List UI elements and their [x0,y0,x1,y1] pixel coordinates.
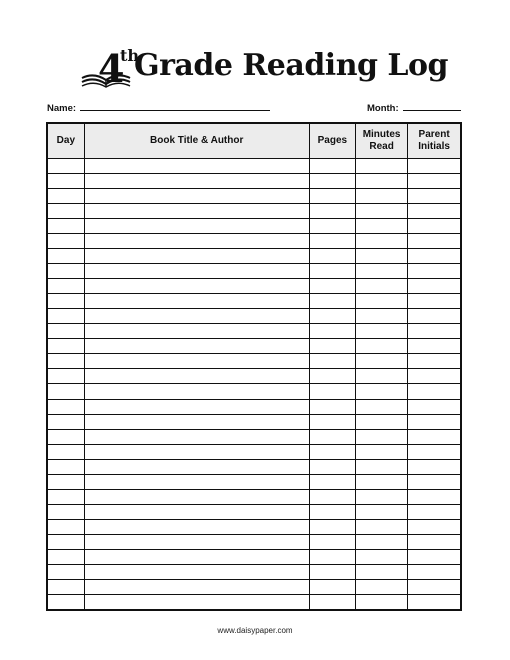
parent-initials-cell[interactable] [408,564,461,579]
book-cell[interactable] [84,324,309,339]
minutes-cell[interactable] [355,579,407,594]
month-field[interactable] [367,100,461,114]
day-cell[interactable] [47,414,84,429]
parent-initials-cell[interactable] [408,444,461,459]
month-line[interactable] [403,100,461,111]
book-cell[interactable] [84,339,309,354]
book-cell[interactable] [84,219,309,234]
day-cell[interactable] [47,279,84,294]
parent-initials-cell[interactable] [408,369,461,384]
day-cell[interactable] [47,384,84,399]
day-cell[interactable] [47,309,84,324]
pages-cell[interactable] [309,594,355,610]
day-cell[interactable] [47,339,84,354]
pages-cell[interactable] [309,294,355,309]
book-cell[interactable] [84,174,309,189]
day-cell[interactable] [47,489,84,504]
book-cell[interactable] [84,429,309,444]
book-cell[interactable] [84,234,309,249]
minutes-cell[interactable] [355,369,407,384]
book-cell[interactable] [84,309,309,324]
day-cell[interactable] [47,534,84,549]
header-day: Day [47,123,84,159]
parent-initials-cell[interactable] [408,474,461,489]
name-line[interactable] [80,100,270,111]
table-row [47,414,461,429]
parent-initials-cell[interactable] [408,174,461,189]
day-cell[interactable] [47,249,84,264]
pages-cell[interactable] [309,219,355,234]
table-row [47,549,461,564]
book-cell[interactable] [84,369,309,384]
table-row [47,459,461,474]
book-cell[interactable] [84,564,309,579]
book-cell[interactable] [84,399,309,414]
day-cell[interactable] [47,174,84,189]
footer-url: www.daisypaper.com [217,626,293,635]
pages-cell[interactable] [309,384,355,399]
minutes-cell[interactable] [355,294,407,309]
parent-initials-cell[interactable] [408,159,461,174]
header-parent-line2: Initials [418,141,450,152]
table-row [47,279,461,294]
parent-initials-cell[interactable] [408,504,461,519]
parent-initials-cell[interactable] [408,309,461,324]
pages-cell[interactable] [309,369,355,384]
pages-cell[interactable] [309,399,355,414]
pages-cell[interactable] [309,159,355,174]
table-row [47,159,461,174]
header-book-title-author: Book Title & Author [84,123,309,159]
minutes-cell[interactable] [355,444,407,459]
table-row [47,264,461,279]
header-minutes-line1: Minutes [362,129,401,140]
book-cell[interactable] [84,204,309,219]
name-field[interactable] [47,100,270,114]
parent-initials-cell[interactable] [408,219,461,234]
pages-cell[interactable] [309,549,355,564]
pages-cell[interactable] [309,204,355,219]
book-cell[interactable] [84,249,309,264]
table-row [47,429,461,444]
minutes-cell[interactable] [355,519,407,534]
book-cell[interactable] [84,294,309,309]
minutes-cell[interactable] [355,489,407,504]
minutes-cell[interactable] [355,429,407,444]
minutes-cell[interactable] [355,384,407,399]
pages-cell[interactable] [309,249,355,264]
book-cell[interactable] [84,534,309,549]
pages-cell[interactable] [309,414,355,429]
minutes-cell[interactable] [355,504,407,519]
minutes-cell[interactable] [355,264,407,279]
pages-cell[interactable] [309,489,355,504]
day-cell[interactable] [47,234,84,249]
minutes-cell[interactable] [355,354,407,369]
pages-cell[interactable] [309,534,355,549]
minutes-cell[interactable] [355,189,407,204]
table-row [47,579,461,594]
book-cell[interactable] [84,189,309,204]
minutes-cell[interactable] [355,339,407,354]
pages-cell[interactable] [309,189,355,204]
pages-cell[interactable] [309,579,355,594]
pages-cell[interactable] [309,354,355,369]
day-cell[interactable] [47,219,84,234]
minutes-cell[interactable] [355,459,407,474]
pages-cell[interactable] [309,564,355,579]
parent-initials-cell[interactable] [408,294,461,309]
parent-initials-cell[interactable] [408,384,461,399]
parent-initials-cell[interactable] [408,429,461,444]
day-cell[interactable] [47,399,84,414]
day-cell[interactable] [47,354,84,369]
table-row [47,369,461,384]
parent-initials-cell[interactable] [408,339,461,354]
parent-initials-cell[interactable] [408,354,461,369]
day-cell[interactable] [47,504,84,519]
header-minutes-line2: Read [369,141,394,152]
parent-initials-cell[interactable] [408,549,461,564]
table-row [47,204,461,219]
book-cell[interactable] [84,594,309,610]
parent-initials-cell[interactable] [408,189,461,204]
table-row [47,594,461,610]
book-cell[interactable] [84,459,309,474]
book-cell[interactable] [84,414,309,429]
minutes-cell[interactable] [355,249,407,264]
book-cell[interactable] [84,279,309,294]
table-row [47,399,461,414]
parent-initials-cell[interactable] [408,489,461,504]
day-cell[interactable] [47,594,84,610]
minutes-cell[interactable] [355,234,407,249]
book-cell[interactable] [84,444,309,459]
book-cell[interactable] [84,159,309,174]
minutes-cell[interactable] [355,414,407,429]
table-row [47,534,461,549]
book-cell[interactable] [84,504,309,519]
minutes-cell[interactable] [355,549,407,564]
day-cell[interactable] [47,474,84,489]
table-row [47,324,461,339]
table-row [47,444,461,459]
header-row [47,123,461,159]
table-row [47,309,461,324]
day-cell[interactable] [47,159,84,174]
minutes-cell[interactable] [355,204,407,219]
minutes-cell[interactable] [355,474,407,489]
day-cell[interactable] [47,564,84,579]
minutes-cell[interactable] [355,279,407,294]
minutes-cell[interactable] [355,219,407,234]
pages-cell[interactable] [309,474,355,489]
parent-initials-cell[interactable] [408,399,461,414]
header-minutes-read [355,123,407,159]
month-label: Month: [367,103,399,114]
parent-initials-cell[interactable] [408,234,461,249]
book-cell[interactable] [84,264,309,279]
header-parent-initials [408,123,461,159]
table-row [47,504,461,519]
minutes-cell[interactable] [355,564,407,579]
table-row [47,219,461,234]
page-title [80,44,449,94]
table-row [47,489,461,504]
parent-initials-cell[interactable] [408,279,461,294]
book-cell[interactable] [84,474,309,489]
pages-cell[interactable] [309,309,355,324]
minutes-cell[interactable] [355,399,407,414]
pages-cell[interactable] [309,279,355,294]
table-row [47,339,461,354]
parent-initials-cell[interactable] [408,534,461,549]
parent-initials-cell[interactable] [408,579,461,594]
parent-initials-cell[interactable] [408,249,461,264]
minutes-cell[interactable] [355,309,407,324]
pages-cell[interactable] [309,234,355,249]
table-row [47,474,461,489]
pages-cell[interactable] [309,339,355,354]
parent-initials-cell[interactable] [408,594,461,610]
pages-cell[interactable] [309,174,355,189]
day-cell[interactable] [47,204,84,219]
book-cell[interactable] [84,384,309,399]
day-cell[interactable] [47,429,84,444]
parent-initials-cell[interactable] [408,264,461,279]
log-body [47,159,461,611]
header-parent-line1: Parent [418,129,450,140]
table-row [47,564,461,579]
minutes-cell[interactable] [355,324,407,339]
day-cell[interactable] [47,459,84,474]
table-row [47,384,461,399]
parent-initials-cell[interactable] [408,324,461,339]
minutes-cell[interactable] [355,174,407,189]
day-cell[interactable] [47,444,84,459]
title-grade-number: 4 [98,46,124,91]
title-grade-suffix: th [120,46,140,65]
day-cell[interactable] [47,519,84,534]
day-cell[interactable] [47,549,84,564]
table-row [47,354,461,369]
day-cell[interactable] [47,189,84,204]
pages-cell[interactable] [309,324,355,339]
table-row [47,189,461,204]
pages-cell[interactable] [309,504,355,519]
day-cell[interactable] [47,264,84,279]
book-cell[interactable] [84,579,309,594]
minutes-cell[interactable] [355,594,407,610]
parent-initials-cell[interactable] [408,204,461,219]
header-pages: Pages [309,123,355,159]
title-text: Grade Reading Log [134,48,449,83]
table-row [47,249,461,264]
parent-initials-cell[interactable] [408,459,461,474]
book-cell[interactable] [84,354,309,369]
book-cell[interactable] [84,489,309,504]
book-cell[interactable] [84,519,309,534]
day-cell[interactable] [47,579,84,594]
day-cell[interactable] [47,369,84,384]
minutes-cell[interactable] [355,534,407,549]
parent-initials-cell[interactable] [408,519,461,534]
table-row [47,174,461,189]
pages-cell[interactable] [309,429,355,444]
pages-cell[interactable] [309,444,355,459]
name-label: Name: [47,103,77,114]
parent-initials-cell[interactable] [408,414,461,429]
minutes-cell[interactable] [355,159,407,174]
day-cell[interactable] [47,324,84,339]
pages-cell[interactable] [309,264,355,279]
reading-log-table [46,122,462,611]
pages-cell[interactable] [309,519,355,534]
table-row [47,234,461,249]
table-row [47,294,461,309]
book-cell[interactable] [84,549,309,564]
day-cell[interactable] [47,294,84,309]
table-row [47,519,461,534]
pages-cell[interactable] [309,459,355,474]
